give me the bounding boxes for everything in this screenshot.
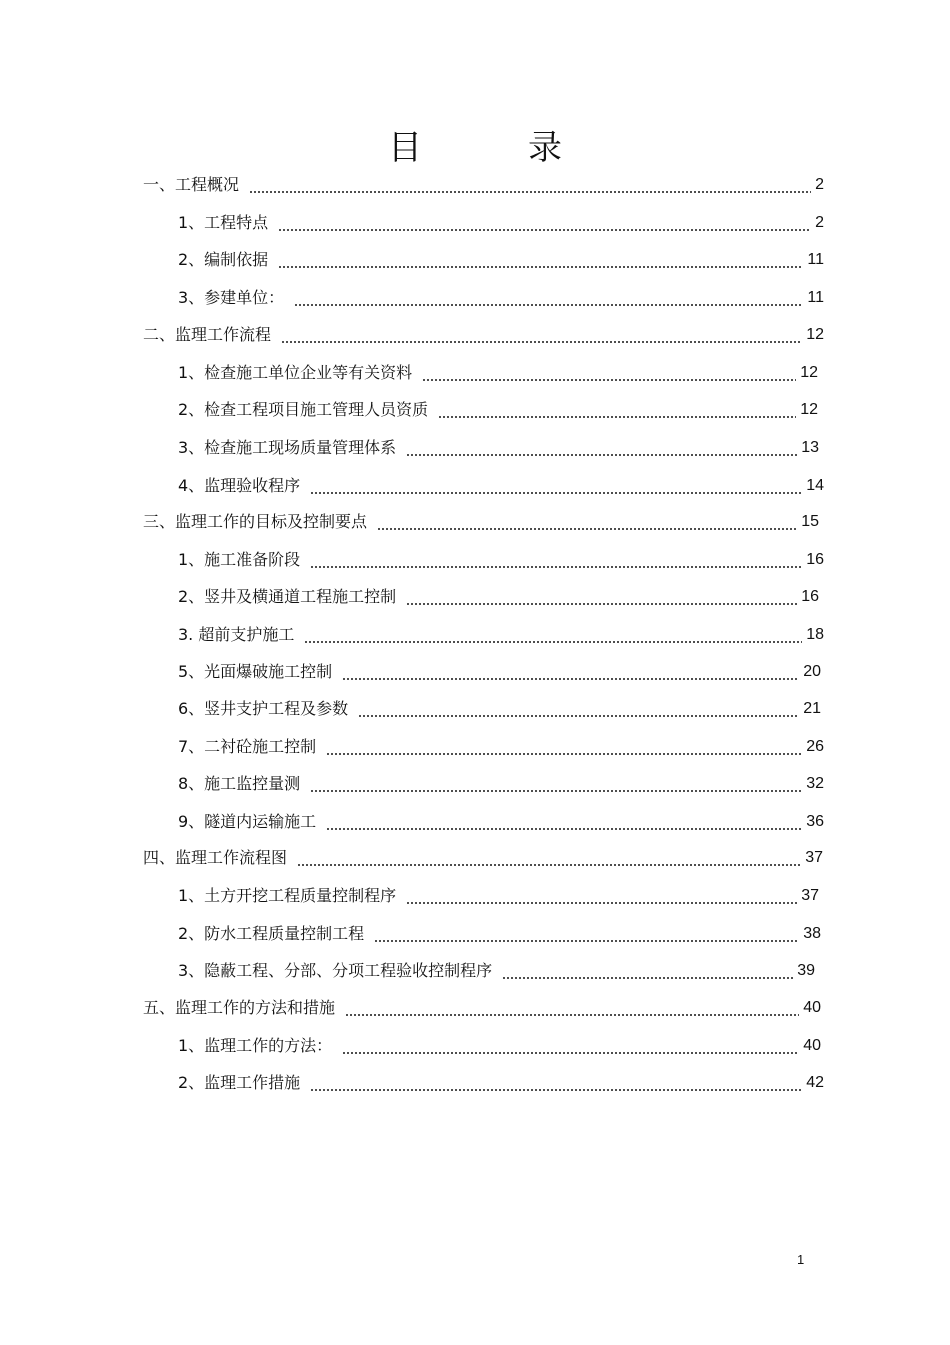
toc-leader-dots bbox=[377, 510, 797, 534]
toc-leader-dots bbox=[249, 173, 811, 197]
toc-entry-page: 26 bbox=[806, 738, 824, 755]
toc-leader-dots bbox=[281, 323, 802, 347]
toc-entry[interactable] bbox=[178, 1034, 821, 1058]
toc-entry-label: 二、监理工作流程 bbox=[143, 325, 272, 344]
toc-entry-page: 32 bbox=[806, 775, 824, 792]
toc-entry[interactable] bbox=[178, 286, 824, 310]
toc-entry[interactable] bbox=[178, 959, 815, 983]
toc-entry-page: 21 bbox=[803, 700, 821, 717]
toc-entry-label: 1、检查施工单位企业等有关资料 bbox=[178, 363, 413, 382]
toc-entry-page: 18 bbox=[806, 626, 824, 643]
toc-leader-dots bbox=[310, 548, 802, 572]
toc-entry-label: 四、监理工作流程图 bbox=[143, 848, 288, 867]
page-title: 目 录 bbox=[388, 128, 598, 168]
toc-entry-label: 2、竖井及横通道工程施工控制 bbox=[178, 587, 397, 606]
toc-entry-label: 5、光面爆破施工控制 bbox=[178, 662, 333, 681]
toc-entry[interactable] bbox=[178, 398, 818, 422]
toc-entry[interactable] bbox=[143, 846, 823, 870]
toc-entry[interactable] bbox=[178, 660, 821, 684]
toc-entry-label: 1、监理工作的方法： bbox=[178, 1036, 333, 1055]
toc-entry[interactable] bbox=[143, 323, 824, 347]
toc-entry[interactable] bbox=[178, 884, 819, 908]
footer-page-number: 1 bbox=[797, 1252, 805, 1267]
toc-leader-dots bbox=[304, 623, 802, 647]
toc-entry-label: 9、隧道内运输施工 bbox=[178, 812, 317, 831]
toc-leader-dots bbox=[278, 211, 811, 235]
toc-entry-label: 2、检查工程项目施工管理人员资质 bbox=[178, 400, 429, 419]
toc-entry-label: 1、土方开挖工程质量控制程序 bbox=[178, 886, 397, 905]
toc-entry-page: 36 bbox=[806, 813, 824, 830]
toc-entry[interactable] bbox=[178, 735, 824, 759]
toc-entry-label: 1、施工准备阶段 bbox=[178, 550, 301, 569]
toc-entry[interactable] bbox=[178, 1071, 824, 1095]
toc-leader-dots bbox=[358, 697, 799, 721]
toc-entry-label: 2、监理工作措施 bbox=[178, 1073, 301, 1092]
toc-entry[interactable] bbox=[178, 361, 818, 385]
toc-entry[interactable] bbox=[178, 548, 824, 572]
toc-entry-page: 14 bbox=[806, 477, 824, 494]
toc-entry-label: 1、工程特点 bbox=[178, 213, 269, 232]
toc-entry-page: 2 bbox=[815, 214, 824, 231]
toc-entry-page: 38 bbox=[803, 925, 821, 942]
toc-entry-label: 7、二衬砼施工控制 bbox=[178, 737, 317, 756]
toc-entry-label: 2、编制依据 bbox=[178, 250, 269, 269]
toc-leader-dots bbox=[310, 772, 802, 796]
toc-entry[interactable] bbox=[143, 510, 819, 534]
toc-entry-page: 13 bbox=[801, 439, 819, 456]
toc-entry[interactable] bbox=[143, 173, 824, 197]
toc-leader-dots bbox=[406, 884, 797, 908]
toc-leader-dots bbox=[297, 846, 801, 870]
toc-entry-page: 11 bbox=[807, 251, 824, 268]
toc-entry-page: 11 bbox=[807, 289, 824, 306]
toc-entry[interactable] bbox=[178, 623, 824, 647]
toc-entry[interactable] bbox=[178, 211, 824, 235]
toc-entry-label: 2、防水工程质量控制工程 bbox=[178, 924, 365, 943]
toc-entry-label: 三、监理工作的目标及控制要点 bbox=[143, 512, 368, 531]
toc-entry-label: 4、监理验收程序 bbox=[178, 476, 301, 495]
toc-entry-page: 42 bbox=[806, 1074, 824, 1091]
toc-leader-dots bbox=[422, 361, 796, 385]
toc-leader-dots bbox=[374, 922, 799, 946]
toc-entry-label: 五、监理工作的方法和措施 bbox=[143, 998, 336, 1017]
toc-entry-page: 12 bbox=[806, 326, 824, 343]
toc-entry[interactable] bbox=[178, 474, 824, 498]
toc-entry-label: 3. 超前支护施工 bbox=[178, 625, 295, 644]
toc-leader-dots bbox=[345, 996, 799, 1020]
toc-entry-label: 3、参建单位： bbox=[178, 288, 285, 307]
toc-entry-page: 15 bbox=[801, 513, 819, 530]
toc-entry-page: 16 bbox=[806, 551, 824, 568]
toc-entry-page: 12 bbox=[800, 364, 818, 381]
toc-entry-page: 37 bbox=[801, 887, 819, 904]
toc-leader-dots bbox=[310, 474, 802, 498]
toc-entry[interactable] bbox=[143, 996, 821, 1020]
toc-leader-dots bbox=[438, 398, 796, 422]
toc-entry-label: 3、隐蔽工程、分部、分项工程验收控制程序 bbox=[178, 961, 493, 980]
toc-leader-dots bbox=[502, 959, 793, 983]
toc-entry-page: 39 bbox=[797, 962, 815, 979]
toc-leader-dots bbox=[326, 810, 802, 834]
toc-entry-page: 12 bbox=[800, 401, 818, 418]
toc-entry[interactable] bbox=[178, 922, 821, 946]
toc-entry-label: 一、工程概况 bbox=[143, 175, 240, 194]
toc-entry[interactable] bbox=[178, 810, 824, 834]
toc-entry[interactable] bbox=[178, 436, 819, 460]
toc-entry-label: 8、施工监控量测 bbox=[178, 774, 301, 793]
toc-entry-page: 20 bbox=[803, 663, 821, 680]
toc-leader-dots bbox=[406, 585, 797, 609]
toc-leader-dots bbox=[406, 436, 797, 460]
toc-entry-label: 6、竖井支护工程及参数 bbox=[178, 699, 349, 718]
toc-leader-dots bbox=[342, 660, 799, 684]
toc-entry-page: 16 bbox=[801, 588, 819, 605]
toc-entry[interactable] bbox=[178, 585, 819, 609]
toc-entry-page: 2 bbox=[815, 176, 824, 193]
toc-entry[interactable] bbox=[178, 697, 821, 721]
toc-entry-page: 40 bbox=[803, 1037, 821, 1054]
toc-entry-page: 40 bbox=[803, 999, 821, 1016]
toc-entry-label: 3、检查施工现场质量管理体系 bbox=[178, 438, 397, 457]
toc-entry-page: 37 bbox=[805, 849, 823, 866]
toc-entry[interactable] bbox=[178, 772, 824, 796]
toc-entry[interactable] bbox=[178, 248, 824, 272]
toc-leader-dots bbox=[294, 286, 803, 310]
toc-leader-dots bbox=[310, 1071, 802, 1095]
toc-leader-dots bbox=[342, 1034, 799, 1058]
toc-leader-dots bbox=[326, 735, 802, 759]
toc-leader-dots bbox=[278, 248, 803, 272]
